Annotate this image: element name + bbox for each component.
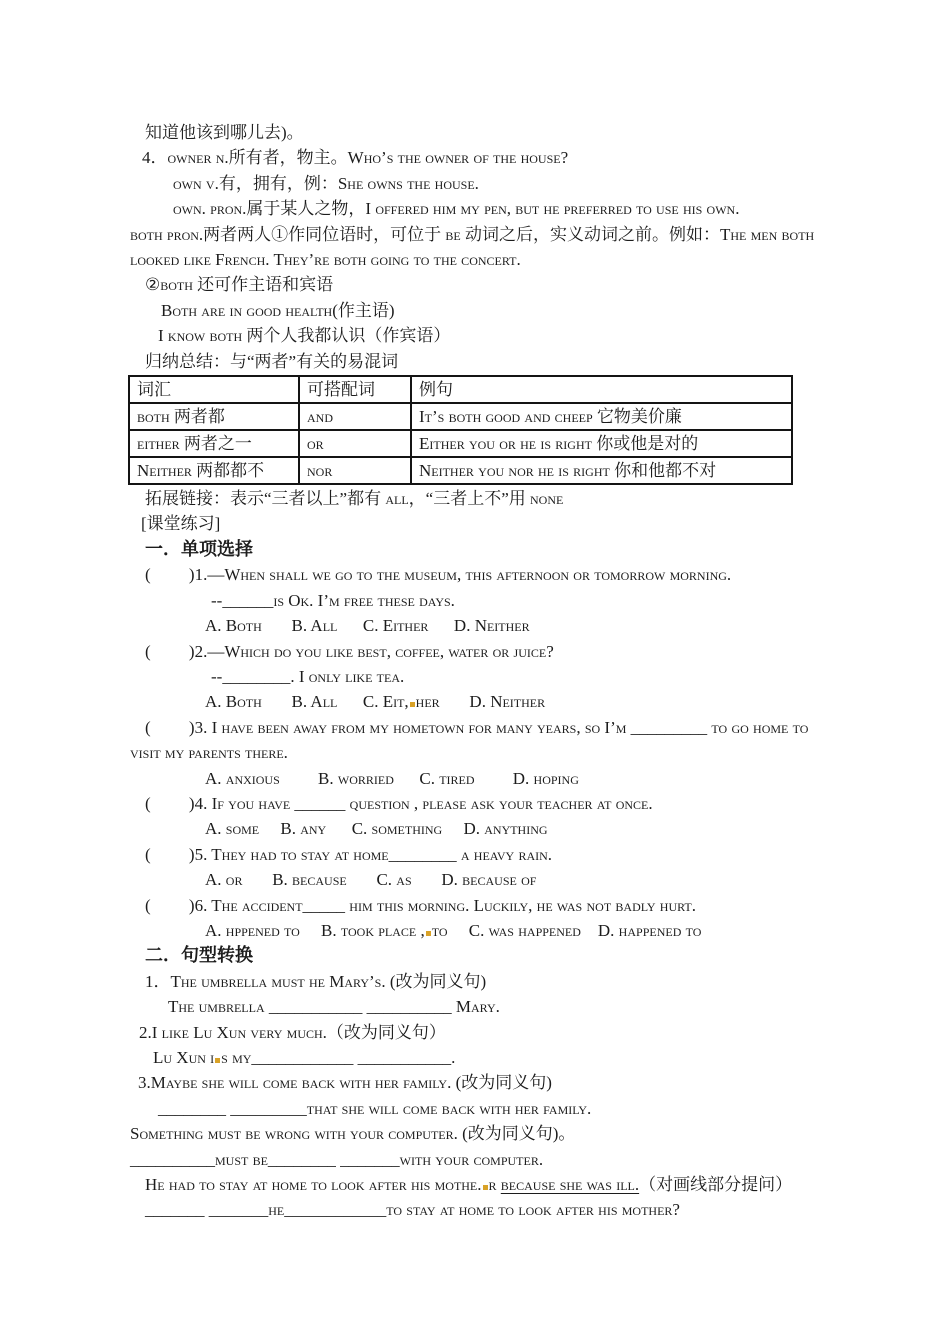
text-run: r: [488, 1175, 501, 1195]
doc-line: [128, 766, 810, 791]
doc-line: [128, 511, 810, 536]
doc-line: [128, 969, 810, 994]
text-run: 4．owner n.所有者，物主。Who’s the owner of the house?: [142, 148, 569, 168]
table-header-cell: 词汇: [129, 376, 299, 403]
text-run: Both are in good health(作主语): [161, 300, 395, 320]
table-header-cell: 例句: [411, 376, 792, 403]
table-header-row: [129, 376, 792, 403]
doc-line: [128, 1020, 810, 1045]
doc-line: [128, 323, 810, 348]
text-run: 2.I like Lu Xun very much.（改为同义句）: [139, 1022, 446, 1042]
text-run: ( )5. They had to stay at home________ a heavy rain.: [145, 844, 553, 864]
doc-line: [128, 222, 815, 247]
doc-line: [128, 145, 810, 170]
doc-line: [128, 867, 810, 892]
doc-line: [128, 613, 810, 638]
text-run: --______is Ok. I’m free these days.: [211, 590, 455, 610]
vocab-table: [128, 375, 793, 485]
text-run: own v.有，拥有，例：She owns the house.: [173, 173, 479, 193]
text-run: （对画线部分提问）: [639, 1175, 793, 1195]
doc-line: [128, 689, 810, 714]
text-run: A. Both B. All C. Either D. Neither: [205, 616, 530, 636]
section-heading: 一．单项选择: [145, 538, 253, 559]
grammar-notes-section: [128, 120, 815, 374]
doc-line: [128, 664, 810, 689]
text-run: ( )3. I have been away from my hometown for many years, so I’m _________ to go home to: [145, 717, 809, 737]
doc-line: [128, 1197, 810, 1222]
text-run: 1．The umbrella must he Mary’s. (改为同义句): [145, 971, 487, 991]
table-cell: nor: [299, 457, 411, 484]
table-cell: both 两者都: [129, 403, 299, 430]
doc-line: [128, 842, 810, 867]
text-run: own. pron.属于某人之物，I offered him my pen, but he preferred to use his own.: [173, 199, 740, 219]
doc-line: [128, 349, 810, 374]
text-run: --________. I only like tea.: [211, 666, 405, 686]
doc-line: [128, 1172, 810, 1197]
text-run: Something must be wrong with your computer. (改为同义句)。: [130, 1124, 576, 1144]
text-run: visit my parents there.: [130, 743, 288, 763]
table-row: [129, 403, 792, 430]
doc-line: [128, 791, 810, 816]
table-row: [129, 457, 792, 484]
text-run: The umbrella ___________ __________ Mary.: [168, 997, 500, 1017]
doc-line: [128, 537, 810, 562]
exercises-section: [128, 486, 810, 1223]
stray-mark-icon: [215, 1058, 220, 1063]
doc-line: [128, 943, 810, 968]
text-run: [课堂练习]: [141, 514, 221, 534]
text-run: __________must be________ _______with your computer.: [130, 1149, 544, 1169]
doc-line: [128, 298, 810, 323]
text-run: 拓展链接：表示“三者以上”都有 all，“三者上不”用 none: [145, 489, 564, 509]
table-cell: or: [299, 430, 411, 457]
text-run: Lu Xun i: [153, 1048, 215, 1067]
doc-line: [128, 171, 810, 196]
text-run: ( )1.—When shall we go to the museum, this afternoon or tomorrow morning.: [145, 565, 732, 585]
doc-line: [128, 1096, 810, 1121]
table-cell: Neither 两都都不: [129, 457, 299, 484]
table-header-cell: 可搭配词: [299, 376, 411, 403]
doc-line: [128, 1070, 810, 1095]
text-run: He had to stay at home to look after his mothe.: [145, 1175, 482, 1195]
text-run: ________ _________that she will come back with her family.: [158, 1098, 592, 1118]
text-run: s my____________ ___________.: [221, 1048, 456, 1067]
text-run: A. hppened to B. took place ,: [205, 920, 425, 940]
doc-line: [128, 918, 810, 943]
text-run: ②both 还可作主语和宾语: [145, 275, 334, 295]
text-run: _______ _______he____________to stay at home to look after his mother?: [145, 1200, 680, 1220]
table-cell: and: [299, 403, 411, 430]
doc-line: [128, 1121, 810, 1146]
text-run: 3.Maybe she will come back with her family. (改为同义句): [138, 1073, 552, 1093]
doc-line: [128, 1147, 810, 1172]
text-run: looked like French. They’re both going to the concert.: [130, 250, 521, 270]
doc-line: [128, 893, 810, 918]
stray-mark-icon: [483, 1185, 488, 1190]
text-run: I know both 两个人我都认识（作宾语）: [158, 326, 451, 346]
doc-line: [128, 272, 810, 297]
doc-line: [128, 715, 810, 740]
table-cell: Either you or he is right 你或他是对的: [411, 430, 792, 457]
table-row: [129, 430, 792, 457]
doc-line: [128, 639, 810, 664]
text-run: A. some B. any C. something D. anything: [205, 819, 548, 839]
doc-line: [128, 120, 810, 145]
doc-line: [128, 816, 810, 841]
stray-mark-icon: [426, 931, 431, 936]
table-cell: either 两者之一: [129, 430, 299, 457]
doc-line: [128, 994, 810, 1019]
text-run: A. or B. because C. as D. because of: [205, 870, 537, 890]
section-heading: 二．句型转换: [145, 945, 253, 966]
text-run: ( )6. The accident_____ him this morning. Luckily, he was not badly hurt.: [145, 895, 696, 915]
doc-line: [128, 1045, 810, 1070]
doc-line: [128, 196, 810, 221]
text-run: 归纳总结：与“两者”有关的易混词: [145, 351, 399, 371]
table-cell: It’s both good and cheep 它物美价廉: [411, 403, 792, 430]
text-run: both pron.两者两人①作同位语时，可位于 be 动词之后，实义动词之前。例如：The men both: [130, 224, 815, 244]
text-run: ( )2.—Which do you like best, coffee, water or juice?: [145, 641, 554, 661]
doc-line: [128, 562, 810, 587]
text-run: her D. Neither: [415, 692, 546, 712]
text-run: 知道他该到哪儿去)。: [145, 123, 304, 142]
underlined-text: because she was ill.: [500, 1175, 640, 1195]
doc-line: [128, 588, 810, 613]
stray-mark-icon: [410, 702, 415, 707]
doc-line: [128, 740, 810, 765]
doc-line: [128, 247, 810, 272]
doc-line: [128, 486, 810, 511]
table-cell: Neither you nor he is right 你和他都不对: [411, 457, 792, 484]
text-run: A. Both B. All C. Eit,: [205, 692, 409, 712]
text-run: to C. was happened D. happened to: [431, 920, 702, 940]
text-run: A. anxious B. worried C. tired D. hoping: [205, 768, 579, 788]
text-run: ( )4. If you have ______ question , please ask your teacher at once.: [145, 793, 653, 813]
